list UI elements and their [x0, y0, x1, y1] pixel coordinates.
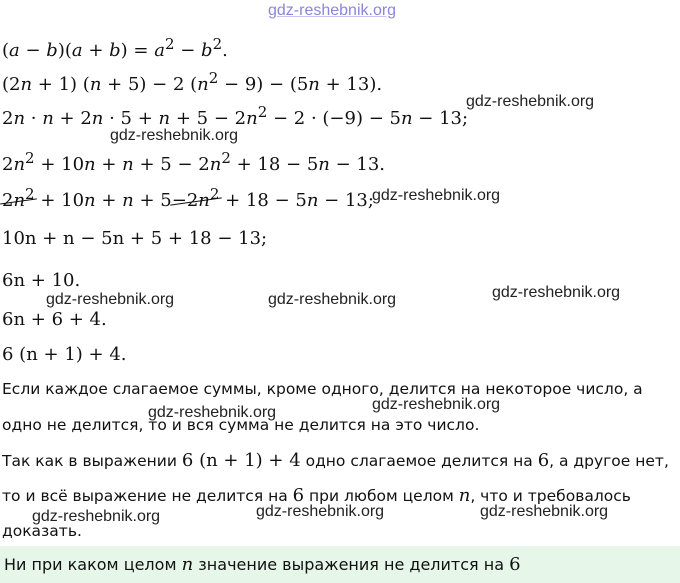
formula-line-7: 6n + 10. — [2, 270, 81, 291]
watermark: gdz-reshebnik.org — [492, 284, 621, 301]
watermark: gdz-reshebnik.org — [466, 93, 595, 110]
watermark: gdz-reshebnik.org — [32, 508, 161, 525]
watermark: gdz-reshebnik.org — [256, 503, 385, 520]
watermark: gdz-reshebnik.org — [110, 127, 239, 144]
rule-text-line-1: Если каждое слагаемое суммы, кроме одного, делится на некоторое число, а — [2, 380, 643, 398]
watermark-top: gdz-reshebnik.org — [268, 2, 397, 19]
watermark: gdz-reshebnik.org — [148, 404, 277, 421]
watermark: gdz-reshebnik.org — [268, 291, 397, 308]
reasoning-text-line-3: доказать. — [2, 522, 82, 540]
formula-line-2: (2n + 1) (n + 5) − 2 $(n^2 - 9) - (5n + 13)$. — [2, 69, 383, 95]
answer-box: Ни при каком целом n значение выражения не делится на 6 — [0, 546, 680, 583]
formula-line-8: 6n + 6 + 4. — [2, 309, 107, 330]
formula-line-5: $2n^2 + 10n + n + 5-2n^2 + 18 - 5n - 13$; — [2, 185, 374, 211]
reasoning-text-line-2: то и всё выражение не делится на 6 при любом целом n, что и требовалось — [2, 485, 631, 506]
formula-line-4: $2n^2 + 10n + n + 5 - 2n^2 + 18 - 5n - 13$. — [2, 149, 386, 175]
watermark: gdz-reshebnik.org — [372, 396, 501, 413]
formula-line-9: 6 (n + 1) + 4. — [2, 344, 127, 365]
formula-line-6: 10n + n − 5n + 5 + 18 − 13; — [2, 228, 268, 249]
watermark: gdz-reshebnik.org — [372, 187, 501, 204]
formula-line-3: $2n \cdot n + 2n \cdot 5 + n + 5 - 2n^2 - 2 \cdot (-9) - 5n - 13$; — [2, 103, 469, 129]
formula-line-1: $(a - b)(a + b) = a^2 - b^2$. — [2, 35, 228, 61]
watermark: gdz-reshebnik.org — [480, 503, 609, 520]
rule-text-line-2: одно не делится, то и вся сумма не делится на это число. — [2, 416, 480, 434]
watermark: gdz-reshebnik.org — [46, 291, 175, 308]
reasoning-text-line-1: Так как в выражении 6 (n + 1) + 4 одно слагаемое делится на 6, а другое нет, — [2, 450, 669, 471]
